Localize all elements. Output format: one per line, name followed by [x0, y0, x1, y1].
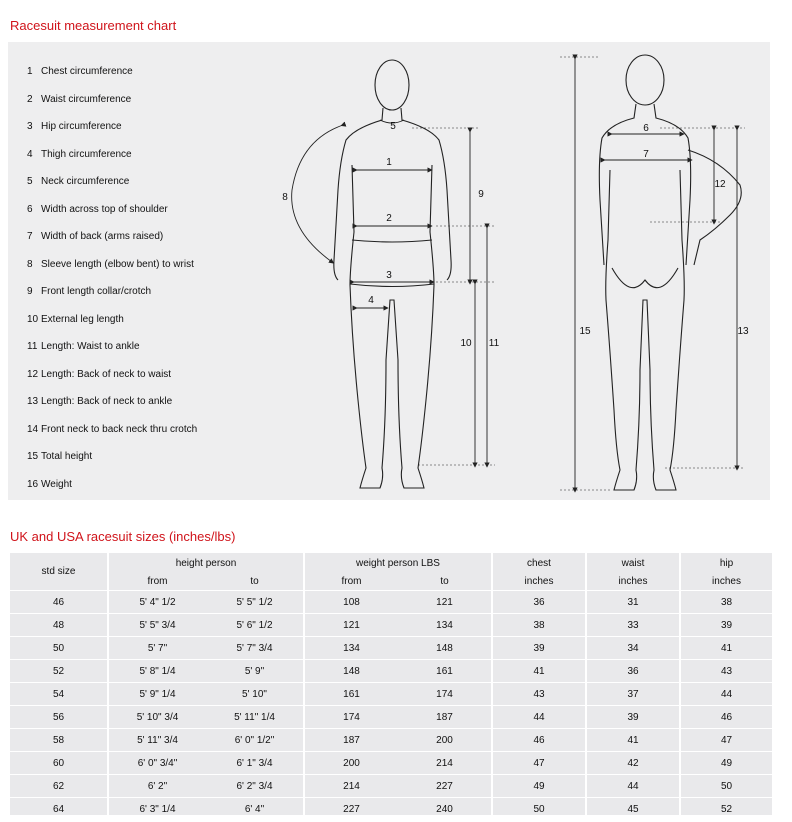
fig-label-10: 10 [460, 338, 472, 349]
measurement-number: 3 [27, 121, 33, 132]
measurement-number: 8 [27, 258, 33, 270]
fig-label-3: 3 [386, 270, 392, 281]
cell-std-size: 50 [10, 637, 108, 660]
cell-chest: 41 [492, 660, 586, 683]
fig-label-12: 12 [714, 179, 726, 190]
measurement-label: Waist circumference [41, 93, 132, 105]
header-weight-from: from [304, 573, 398, 591]
cell-std-size: 46 [10, 591, 108, 614]
cell-weight-to: 214 [398, 752, 492, 775]
table-row [10, 637, 772, 660]
cell-height-from: 5' 10" 3/4 [108, 706, 206, 729]
measurement-label: Front length collar/crotch [41, 286, 152, 297]
cell-weight-to: 200 [398, 729, 492, 752]
cell-weight-from: 108 [304, 591, 398, 614]
measurement-number: 2 [27, 93, 33, 105]
cell-hip: 52 [680, 798, 772, 821]
cell-height-from: 5' 9" 1/4 [108, 683, 206, 706]
cell-weight-from: 134 [304, 637, 398, 660]
cell-waist: 39 [586, 706, 680, 729]
cell-weight-to: 161 [398, 660, 492, 683]
cell-height-to: 5' 10" [206, 683, 304, 706]
table-row [10, 683, 772, 706]
cell-chest: 47 [492, 752, 586, 775]
measurement-number: 6 [27, 203, 33, 215]
measurement-number: 11 [27, 341, 38, 352]
cell-hip: 44 [680, 683, 772, 706]
cell-waist: 36 [586, 660, 680, 683]
cell-waist: 41 [586, 729, 680, 752]
cell-waist: 42 [586, 752, 680, 775]
header-height-person: height person [108, 553, 304, 573]
cell-std-size: 54 [10, 683, 108, 706]
header-waist: waist [586, 553, 680, 573]
measurement-number: 14 [27, 423, 39, 435]
measurement-number: 5 [27, 176, 33, 187]
measurement-label: Length: Back of neck to waist [41, 368, 172, 380]
cell-std-size: 64 [10, 798, 108, 821]
cell-height-to: 5' 11" 1/4 [206, 706, 304, 729]
measurement-label: Neck circumference [41, 176, 130, 187]
measurement-label: Length: Back of neck to ankle [41, 396, 173, 407]
header-weight-to: to [440, 576, 449, 587]
measurement-label: Width of back (arms raised) [41, 231, 164, 242]
cell-chest: 50 [492, 798, 586, 821]
cell-waist: 37 [586, 683, 680, 706]
fig-label-9: 9 [478, 189, 484, 200]
header-height-from: from [108, 573, 206, 591]
table-row [10, 798, 772, 821]
measurement-label: Length: Waist to ankle [41, 341, 140, 352]
back-figure [599, 55, 741, 490]
cell-hip: 41 [680, 637, 772, 660]
sizes-title: UK and USA racesuit sizes (inches/lbs) [10, 529, 236, 544]
fig-label-4: 4 [368, 295, 374, 306]
cell-weight-from: 200 [304, 752, 398, 775]
header-hip: hip [680, 553, 772, 573]
measurement-number: 10 [27, 313, 39, 325]
header-chest-unit: inches [492, 573, 586, 591]
measurement-number: 13 [27, 396, 39, 407]
cell-height-from: 6' 3" 1/4 [108, 798, 206, 821]
cell-waist: 44 [586, 775, 680, 798]
cell-height-from: 6' 2" [108, 775, 206, 798]
cell-std-size: 58 [10, 729, 108, 752]
measurement-chart-title: Racesuit measurement chart [10, 18, 177, 33]
fig-label-5: 5 [390, 121, 396, 132]
cell-hip: 46 [680, 706, 772, 729]
cell-height-to: 6' 1" 3/4 [206, 752, 304, 775]
sizes-table-panel [10, 553, 772, 815]
measurement-label: Weight [41, 478, 72, 490]
cell-hip: 49 [680, 752, 772, 775]
fig-label-15: 15 [579, 326, 591, 337]
cell-height-from: 5' 5" 3/4 [108, 614, 206, 637]
header-height-to: to [250, 576, 259, 587]
cell-weight-from: 187 [304, 729, 398, 752]
cell-height-from: 5' 11" 3/4 [108, 729, 206, 752]
cell-waist: 33 [586, 614, 680, 637]
cell-chest: 46 [492, 729, 586, 752]
cell-waist: 45 [586, 798, 680, 821]
table-row [10, 729, 772, 752]
header-std-size: std size [41, 566, 76, 577]
fig-label-13: 13 [737, 326, 749, 337]
measurement-number: 4 [27, 148, 33, 160]
cell-weight-from: 148 [304, 660, 398, 683]
cell-weight-from: 174 [304, 706, 398, 729]
measurement-label: External leg length [41, 313, 124, 325]
measurement-number: 12 [27, 368, 39, 380]
cell-height-to: 5' 7" 3/4 [206, 637, 304, 660]
cell-hip: 43 [680, 660, 772, 683]
cell-height-to: 6' 2" 3/4 [206, 775, 304, 798]
measurement-label: Hip circumference [41, 121, 122, 132]
cell-weight-from: 227 [304, 798, 398, 821]
fig-label-7: 7 [643, 149, 649, 160]
cell-std-size: 62 [10, 775, 108, 798]
fig-label-1: 1 [386, 157, 392, 168]
cell-hip: 39 [680, 614, 772, 637]
cell-waist: 34 [586, 637, 680, 660]
header-hip-unit: inches [680, 573, 772, 591]
header-weight-person: weight person LBS [304, 553, 492, 573]
table-row [10, 775, 772, 798]
measurement-label: Total height [41, 451, 93, 462]
cell-chest: 49 [492, 775, 586, 798]
cell-std-size: 60 [10, 752, 108, 775]
table-row [10, 706, 772, 729]
cell-chest: 38 [492, 614, 586, 637]
cell-height-from: 6' 0" 3/4" [108, 752, 206, 775]
cell-std-size: 56 [10, 706, 108, 729]
measurement-label: Sleeve length (elbow bent) to wrist [41, 258, 194, 270]
cell-weight-from: 161 [304, 683, 398, 706]
cell-weight-to: 121 [398, 591, 492, 614]
cell-hip: 47 [680, 729, 772, 752]
measurement-label: Front neck to back neck thru crotch [41, 423, 198, 435]
header-chest: chest [492, 553, 586, 573]
fig-label-11: 11 [488, 338, 500, 349]
cell-height-to: 5' 9" [206, 660, 304, 683]
header-waist-unit: inches [586, 573, 680, 591]
measurement-number: 16 [27, 478, 39, 490]
cell-hip: 50 [680, 775, 772, 798]
cell-height-to: 6' 4" [206, 798, 304, 821]
cell-height-from: 5' 8" 1/4 [108, 660, 206, 683]
cell-height-to: 6' 0" 1/2" [206, 729, 304, 752]
cell-weight-to: 134 [398, 614, 492, 637]
table-row [10, 591, 772, 614]
cell-chest: 44 [492, 706, 586, 729]
fig-label-2: 2 [386, 213, 392, 224]
measurement-number: 7 [27, 231, 33, 242]
measurement-label: Width across top of shoulder [41, 203, 168, 215]
table-row [10, 752, 772, 775]
cell-weight-to: 227 [398, 775, 492, 798]
cell-weight-from: 121 [304, 614, 398, 637]
cell-weight-to: 148 [398, 637, 492, 660]
table-row [10, 660, 772, 683]
sizes-table [10, 553, 772, 820]
cell-weight-to: 187 [398, 706, 492, 729]
cell-std-size: 48 [10, 614, 108, 637]
cell-weight-from: 214 [304, 775, 398, 798]
cell-weight-to: 174 [398, 683, 492, 706]
measurement-label: Thigh circumference [41, 148, 132, 160]
fig-label-8: 8 [282, 192, 288, 203]
cell-height-to: 5' 6" 1/2 [206, 614, 304, 637]
cell-height-from: 5' 7" [108, 637, 206, 660]
cell-hip: 38 [680, 591, 772, 614]
cell-chest: 39 [492, 637, 586, 660]
table-row [10, 614, 772, 637]
cell-chest: 43 [492, 683, 586, 706]
measurement-label: Chest circumference [41, 66, 133, 77]
measurement-number: 1 [27, 66, 33, 77]
cell-height-from: 5' 4" 1/2 [108, 591, 206, 614]
cell-height-to: 5' 5" 1/2 [206, 591, 304, 614]
cell-waist: 31 [586, 591, 680, 614]
measurement-number: 9 [27, 286, 33, 297]
cell-chest: 36 [492, 591, 586, 614]
cell-weight-to: 240 [398, 798, 492, 821]
cell-std-size: 52 [10, 660, 108, 683]
fig-label-6: 6 [643, 123, 649, 134]
measurement-number: 15 [27, 451, 39, 462]
